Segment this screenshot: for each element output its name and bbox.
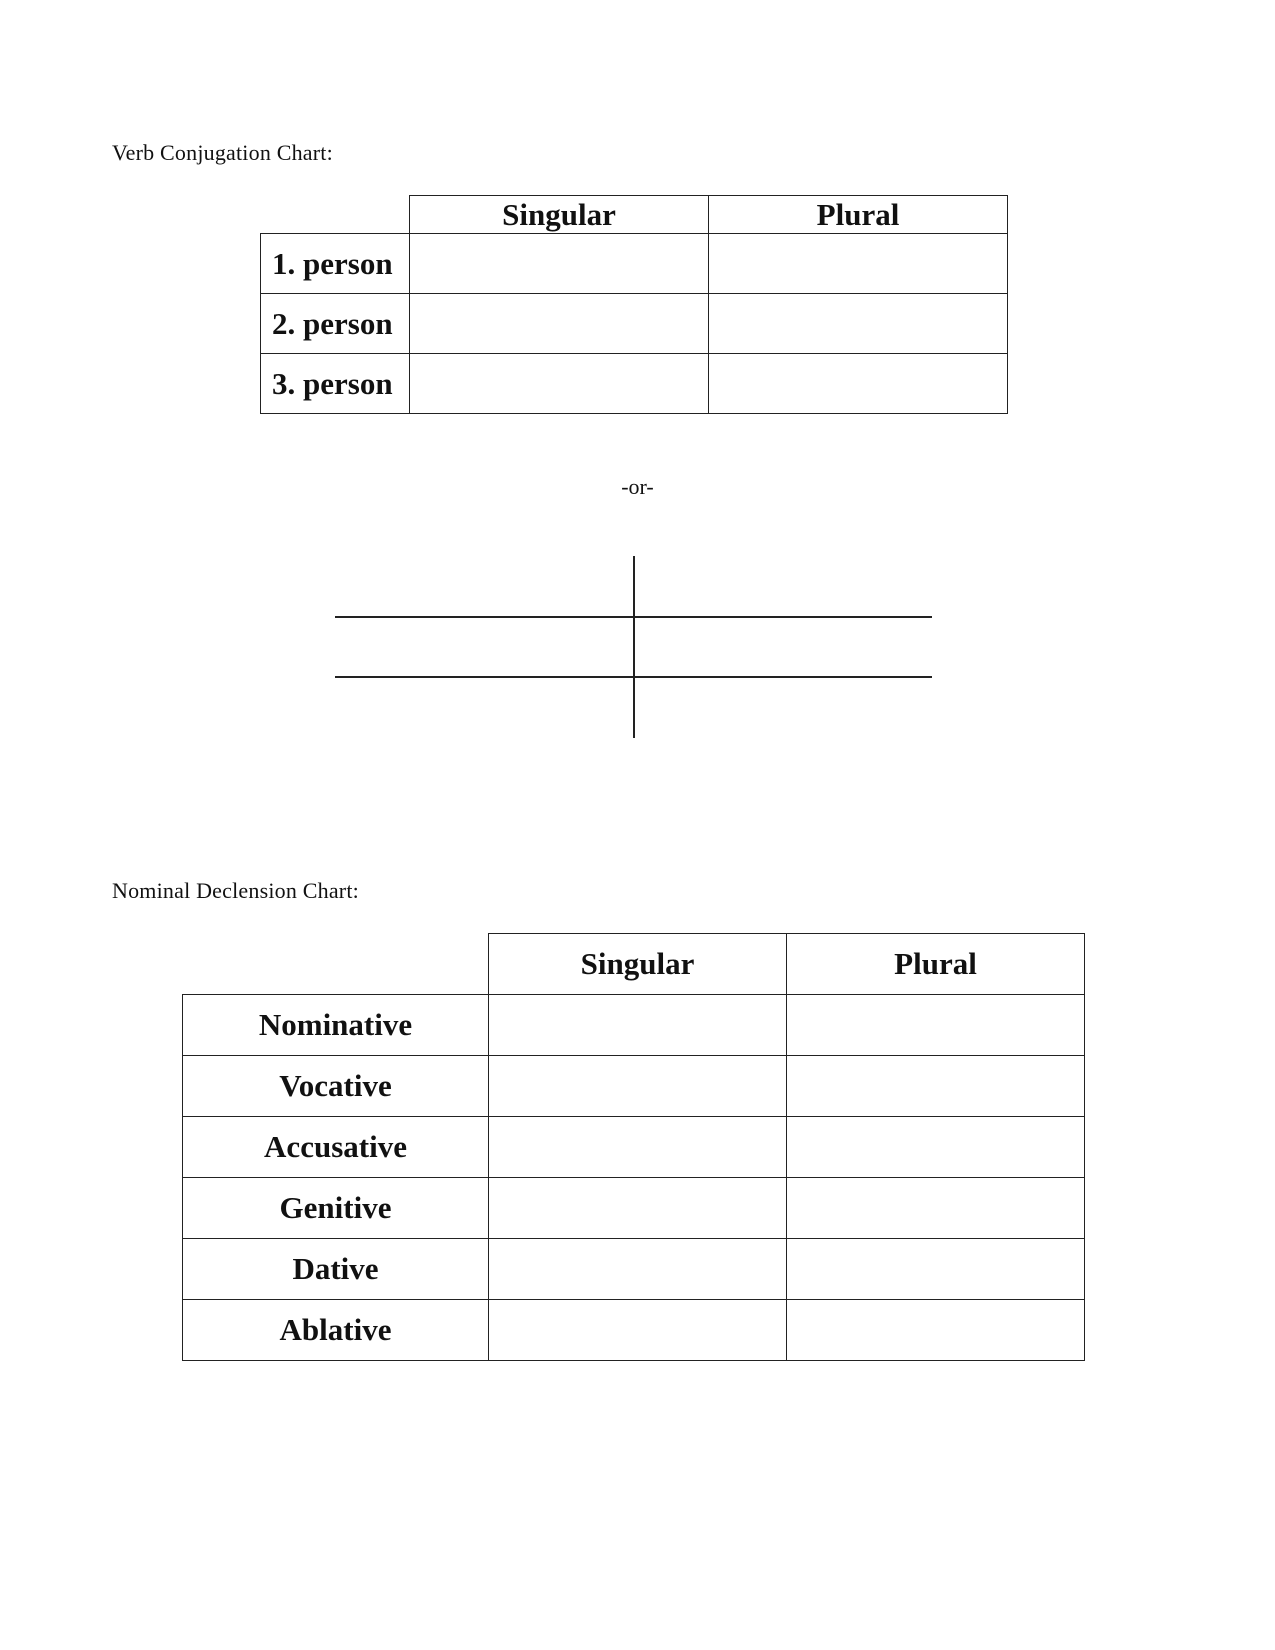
row-label-ablative: Ablative: [183, 1300, 489, 1361]
row-label-genitive: Genitive: [183, 1178, 489, 1239]
verb-chart-heading: Verb Conjugation Chart:: [112, 140, 333, 165]
t-chart-horizontal-line: [335, 616, 932, 618]
blank-cell: [489, 1239, 787, 1300]
row-label-nominative: Nominative: [183, 995, 489, 1056]
row-label-third-person: 3. person: [261, 354, 410, 414]
table-header-row: [183, 934, 1085, 995]
blank-cell: [709, 354, 1008, 414]
blank-cell: [489, 1056, 787, 1117]
t-chart-horizontal-line: [335, 676, 932, 678]
row-label-second-person: 2. person: [261, 294, 410, 354]
blank-cell: [489, 1178, 787, 1239]
row-label-dative: Dative: [183, 1239, 489, 1300]
blank-cell: [489, 1300, 787, 1361]
noun-chart-heading: Nominal Declension Chart:: [112, 878, 359, 903]
table-header-row: [261, 196, 1008, 234]
table-row: [183, 1300, 1085, 1361]
corner-cell: [261, 196, 410, 234]
row-label-first-person: 1. person: [261, 234, 410, 294]
row-label-vocative: Vocative: [183, 1056, 489, 1117]
blank-cell: [410, 294, 709, 354]
verb-conjugation-table: [260, 195, 1008, 414]
blank-cell: [489, 1117, 787, 1178]
blank-cell: [787, 995, 1085, 1056]
table-row: [261, 294, 1008, 354]
table-row: [183, 1239, 1085, 1300]
table-row: [261, 234, 1008, 294]
blank-cell: [787, 1178, 1085, 1239]
blank-cell: [787, 1239, 1085, 1300]
column-header-plural: Plural: [787, 934, 1085, 995]
blank-cell: [489, 995, 787, 1056]
row-label-accusative: Accusative: [183, 1117, 489, 1178]
or-separator: -or-: [621, 474, 654, 499]
blank-cell: [787, 1056, 1085, 1117]
table-row: [261, 354, 1008, 414]
blank-cell: [787, 1300, 1085, 1361]
column-header-singular: Singular: [410, 196, 709, 234]
t-chart-vertical-line: [633, 556, 635, 738]
table-row: [183, 1178, 1085, 1239]
nominal-declension-table: [182, 933, 1085, 1361]
table-row: [183, 995, 1085, 1056]
column-header-plural: Plural: [709, 196, 1008, 234]
column-header-singular: Singular: [489, 934, 787, 995]
blank-cell: [709, 234, 1008, 294]
table-row: [183, 1117, 1085, 1178]
corner-cell: [183, 934, 489, 995]
blank-cell: [410, 354, 709, 414]
table-row: [183, 1056, 1085, 1117]
blank-cell: [709, 294, 1008, 354]
blank-cell: [410, 234, 709, 294]
blank-cell: [787, 1117, 1085, 1178]
